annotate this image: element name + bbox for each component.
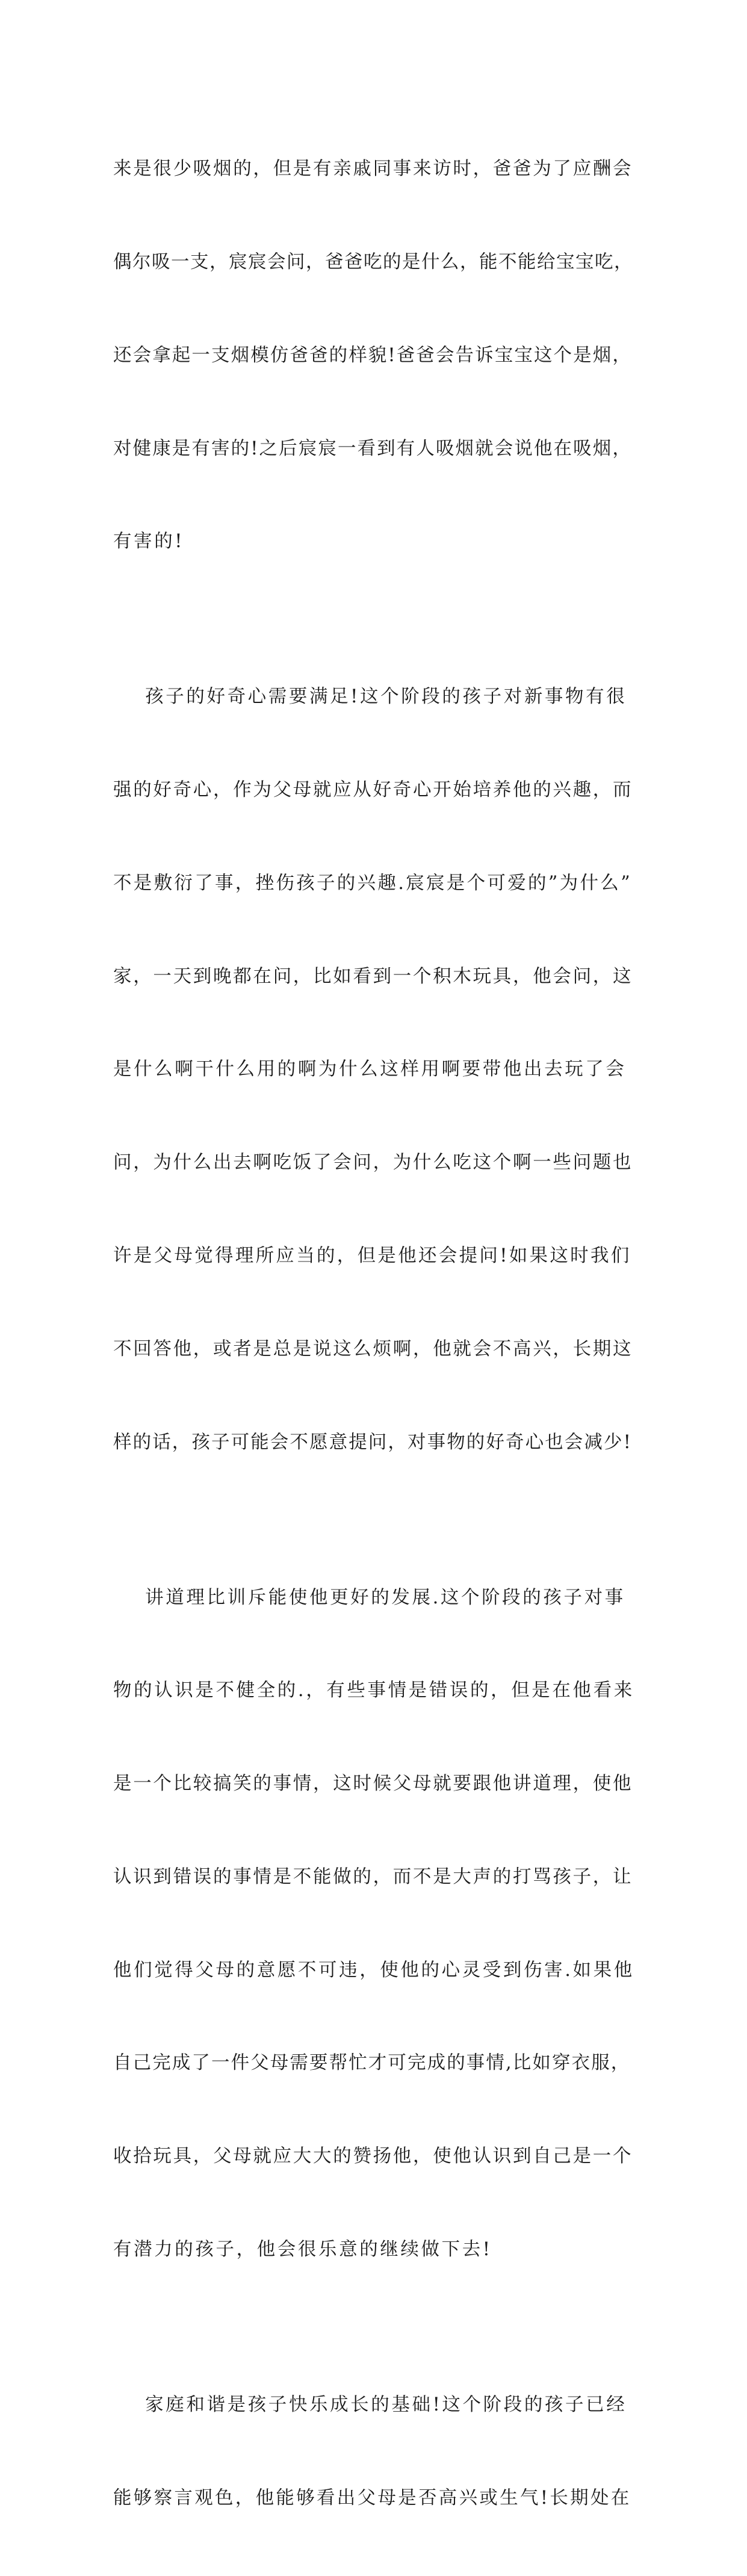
text-line: 家，一天到晚都在问，比如看到一个积木玩具，他会问，这	[113, 965, 633, 987]
text-line: 来是很少吸烟的，但是有亲戚同事来访时，爸爸为了应酬会	[113, 158, 633, 180]
text-line: 认识到错误的事情是不能做的，而不是大声的打骂孩子，让	[113, 1866, 633, 1887]
text-line: 偶尔吸一支，宸宸会问，爸爸吃的是什么，能不能给宝宝吃，	[113, 251, 633, 273]
text-line: 对健康是有害的!之后宸宸一看到有人吸烟就会说他在吸烟，	[113, 438, 632, 459]
text-line: 收拾玩具，父母就应大大的赞扬他，使他认识到自己是一个	[113, 2146, 633, 2167]
text-line: 能够察言观色，他能够看出父母是否高兴或生气!长期处在	[113, 2487, 631, 2509]
text-line: 孩子的好奇心需要满足!这个阶段的孩子对新事物有很	[113, 686, 627, 708]
text-line: 有害的!	[113, 531, 185, 553]
paragraph-3	[113, 1520, 634, 2327]
document-page	[113, 91, 634, 2576]
text-line: 还会拿起一支烟模仿爸爸的样貌!爸爸会告诉宝宝这个是烟，	[113, 344, 632, 366]
text-line: 是什么啊干什么用的啊为什么这样用啊要带他出去玩了会	[113, 1059, 627, 1080]
text-line: 样的话，孩子可能会不愿意提问，对事物的好奇心也会减少!	[113, 1431, 632, 1453]
text-line: 家庭和谐是孩子快乐成长的基础!这个阶段的孩子已经	[113, 2394, 627, 2415]
text-line: 讲道理比训斥能使他更好的发展.这个阶段的孩子对事	[113, 1587, 625, 1608]
text-line: 不是敷衍了事，挫伤孩子的兴趣.宸宸是个可爱的”为什么”	[113, 872, 632, 894]
text-line: 不回答他，或者是总是说这么烦啊，他就会不高兴，长期这	[113, 1338, 633, 1360]
text-line: 强的好奇心，作为父母就应从好奇心开始培养他的兴趣，而	[113, 779, 633, 801]
paragraph-1	[113, 91, 634, 619]
text-line: 许是父母觉得理所应当的，但是他还会提问!如果这时我们	[113, 1245, 631, 1266]
text-line: 是一个比较搞笑的事情，这时候父母就要跟他讲道理，使他	[113, 1773, 633, 1795]
text-line: 有潜力的孩子，他会很乐意的继续做下去!	[113, 2238, 492, 2260]
text-line: 自己完成了一件父母需要帮忙才可完成的事情,比如穿衣服，	[113, 2052, 631, 2074]
text-line: 问，为什么出去啊吃饭了会问，为什么吃这个啊一些问题也	[113, 1152, 633, 1174]
text-line: 物的认识是不健全的.，有些事情是错误的，但是在他看来	[113, 1680, 634, 1701]
text-line: 他们觉得父母的意愿不可违，使他的心灵受到伤害.如果他	[113, 1959, 634, 1981]
paragraph-4	[113, 2327, 634, 2576]
paragraph-2	[113, 619, 634, 1520]
